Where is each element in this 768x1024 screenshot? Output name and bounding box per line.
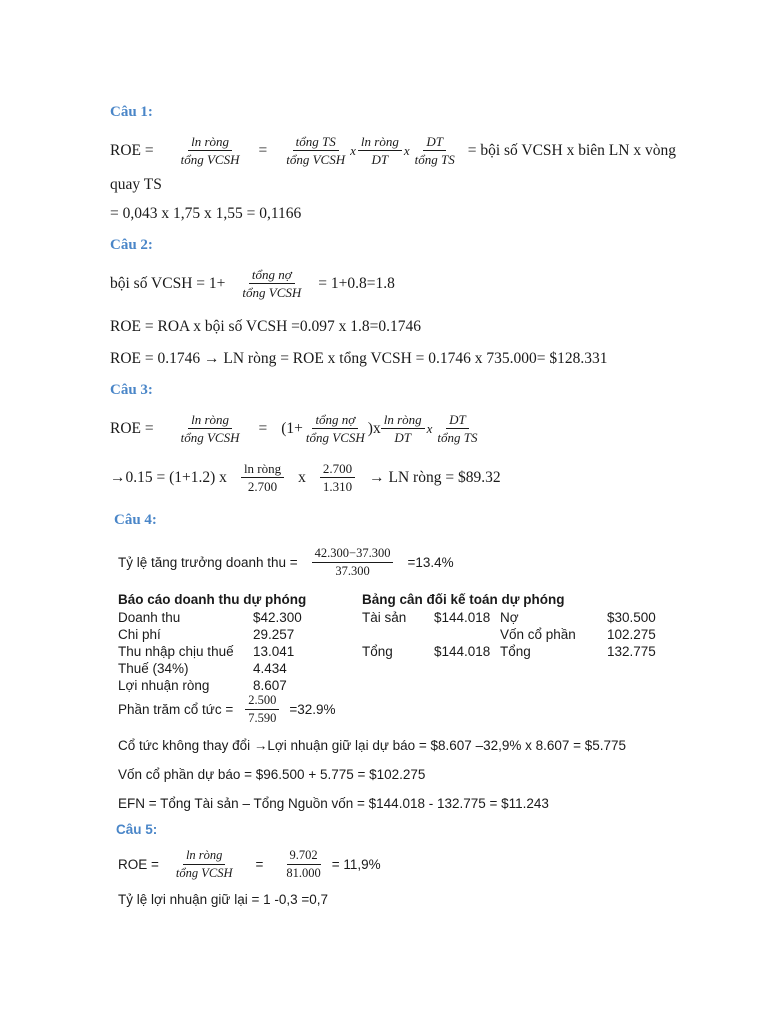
times-sign: x — [298, 468, 306, 486]
fraction-dt-over-ts: $\frac{DT}{\text{tổng TS}}$ — [437, 412, 478, 445]
open-paren: (1+ — [281, 419, 303, 437]
growth-result: =13.4% — [407, 555, 454, 570]
cau1-roe-formula — [110, 134, 676, 167]
income-row-value: 4.434 — [253, 661, 287, 676]
cau2-line2: ROE = ROA x bội số VCSH =0.097 x 1.8=0.1746 — [110, 318, 421, 335]
fraction-2700-over-1310: $\frac{2.700}{1.310}$ — [320, 461, 355, 494]
income-row-label: Chi phí — [118, 627, 161, 642]
payout-label: Phần trăm cổ tức = — [118, 702, 234, 717]
cau4-efn: EFN = Tổng Tài sản – Tổng Nguồn vốn = $144.018 - 132.775 = $11.243 — [118, 796, 549, 811]
cau4-equity-forecast: Vốn cổ phần dự báo = $96.500 + 5.775 = $102.275 — [118, 767, 426, 782]
income-row-value: 29.257 — [253, 627, 295, 642]
cau1-line3: = 0,043 x 1,75 x 1,55 = 0,1166 — [110, 205, 302, 222]
income-row-label: Doanh thu — [118, 610, 181, 625]
payout-result: =32.9% — [289, 702, 336, 717]
balance-liab-label: Tổng — [500, 644, 531, 659]
payout-ratio-formula — [118, 693, 336, 726]
income-statement-title: Báo cáo doanh thu dự phóng — [118, 592, 307, 607]
balance-liab-label: Vốn cổ phần — [500, 627, 576, 642]
cau4-retained-earnings: Cổ tức không thay đổi →Lợi nhuận giữ lại dự báo = $8.607 –32,9% x 8.607 = $5.775 — [118, 738, 627, 753]
income-row-label: Thu nhập chịu thuế — [118, 644, 234, 659]
fraction-no-over-vcsh: $\frac{\text{tổng nợ}}{\text{tổng VCSH}}$ — [242, 267, 302, 300]
heading-cau-5: Câu 5: — [116, 822, 158, 837]
cau3-roe-formula — [110, 412, 481, 445]
income-row-label: Lợi nhuận ròng — [118, 678, 210, 693]
cau2-l1-right: = 1+0.8=1.8 — [318, 274, 395, 292]
fraction-ln-rong-over-vcsh: $\frac{\text{ln ròng}}{\text{tổng VCSH}}$ — [180, 134, 240, 167]
cau3-solution — [110, 461, 501, 494]
roe-label: ROE = — [110, 419, 154, 437]
income-row-value: 13.041 — [253, 644, 295, 659]
heading-cau-1: Câu 1: — [110, 104, 153, 120]
fraction-ln-rong-over-vcsh: $\frac{\text{ln ròng}}{\text{tổng VCSH}}$ — [175, 848, 233, 880]
close-paren: )x — [367, 419, 381, 437]
fraction-9702-over-81000: $\frac{9.702}{81.000}$ — [286, 848, 321, 880]
balance-asset-value: $144.018 — [434, 644, 491, 659]
cau2-l1-left: bội số VCSH = 1+ — [110, 274, 226, 292]
times-sign: x — [350, 142, 356, 158]
roe-label: ROE = — [118, 857, 159, 872]
growth-fraction: $\frac{42.300-37.300}{37.300}$ — [312, 546, 394, 579]
fraction-no-over-vcsh: $\frac{\text{tổng nợ}}{\text{tổng VCSH}}$ — [305, 412, 365, 445]
fraction-ln-rong-over-2700: $\frac{\text{ln ròng}}{2.700}$ — [241, 461, 284, 494]
payout-fraction: $\frac{2.500}{7.590}$ — [245, 693, 279, 726]
balance-asset-label: Tài sản — [362, 610, 407, 625]
fraction-ln-rong-over-dt: $\frac{\text{ln ròng}}{DT}$ — [381, 412, 425, 445]
balance-asset-value: $144.018 — [434, 610, 491, 625]
balance-liab-value: 132.775 — [607, 644, 656, 659]
roe-label: ROE = — [110, 141, 154, 159]
cau1-line2: quay TS — [110, 176, 162, 193]
fraction-ts-over-vcsh: $\frac{\text{tổng TS}}{\text{tổng VCSH}}$ — [286, 134, 346, 167]
balance-liab-label: Nợ — [500, 610, 519, 625]
balance-liab-value: 102.275 — [607, 627, 656, 642]
fraction-ln-rong-over-dt: $\frac{\text{ln ròng}}{DT}$ — [358, 134, 402, 167]
heading-cau-3: Câu 3: — [110, 382, 153, 398]
growth-rate-formula — [118, 546, 454, 579]
cau5-roe-formula — [118, 848, 381, 881]
cau2-line3: ROE = 0.1746 → LN ròng = ROE x tổng VCSH = 0.1746 x 735.000= $128.331 — [110, 350, 608, 367]
cau3-l2-right: → LN ròng = $89.32 — [369, 468, 501, 486]
balance-sheet-title: Bảng cân đối kế toán dự phóng — [362, 592, 565, 607]
heading-cau-2: Câu 2: — [110, 237, 153, 253]
fraction-ln-rong-over-vcsh: $\frac{\text{ln ròng}}{\text{tổng VCSH}}$ — [180, 412, 240, 445]
times-sign: x — [426, 420, 433, 436]
cau5-retention-ratio: Tỷ lệ lợi nhuận giữ lại = 1 -0,3 =0,7 — [118, 892, 329, 907]
equals-sign: = — [258, 141, 268, 159]
income-row-label: Thuế (34%) — [118, 661, 189, 676]
heading-cau-4: Câu 4: — [114, 512, 157, 528]
balance-asset-label: Tổng — [362, 644, 393, 659]
equals-sign: = — [255, 857, 264, 872]
equals-sign: = — [258, 419, 268, 437]
cau5-result: = 11,9% — [331, 857, 381, 872]
cau3-l2-left: →0.15 = (1+1.2) x — [110, 468, 227, 486]
income-row-value: $42.300 — [253, 610, 302, 625]
fraction-dt-over-ts: $\frac{DT}{\text{tổng TS}}$ — [414, 134, 455, 167]
growth-label: Tỷ lệ tăng trưởng doanh thu = — [118, 555, 298, 570]
cau1-rhs: = bội số VCSH x biên LN x vòng — [467, 141, 676, 159]
balance-liab-value: $30.500 — [607, 610, 656, 625]
income-row-value: 8.607 — [253, 678, 287, 693]
times-sign: x — [403, 142, 410, 158]
cau2-boi-so-formula — [110, 267, 395, 300]
